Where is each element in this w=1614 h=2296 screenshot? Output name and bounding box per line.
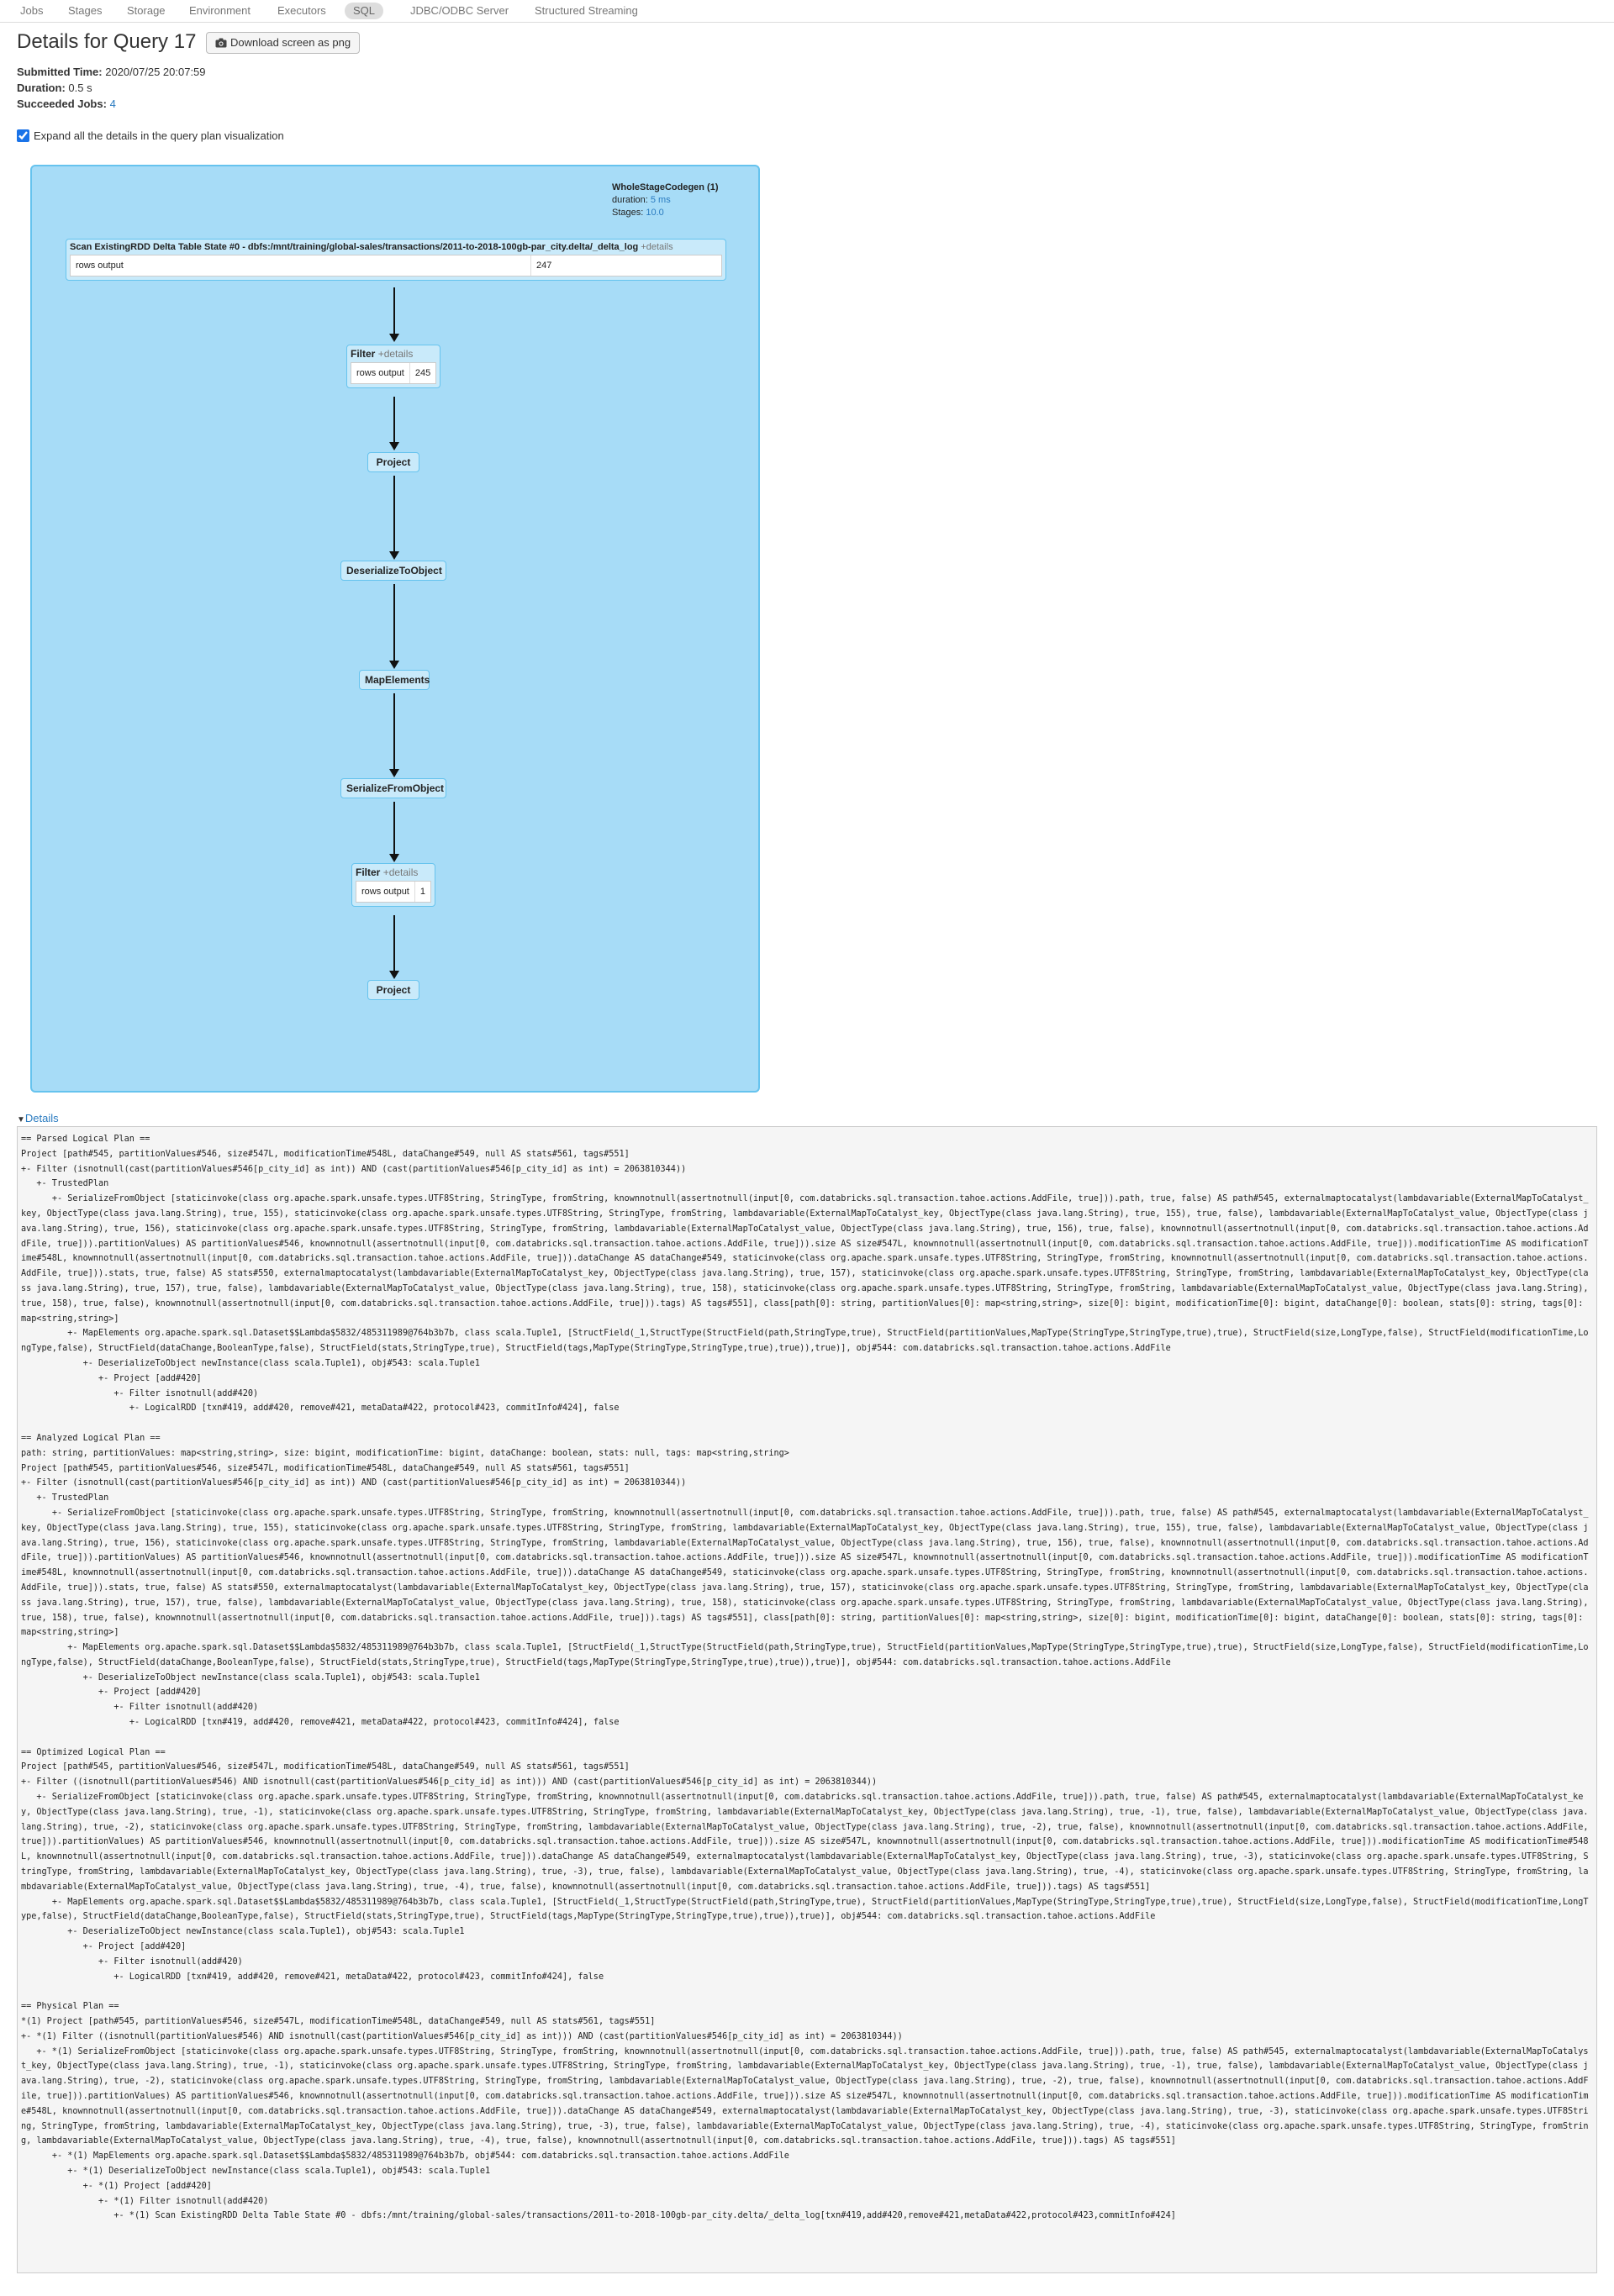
- filter-2-details-toggle[interactable]: +details: [382, 866, 419, 878]
- duration-label: Duration:: [17, 82, 66, 94]
- filter-1-metric-value: 245: [409, 363, 435, 383]
- arrow-head: [389, 971, 399, 979]
- expand-details-label: Expand all the details in the query plan visualization: [34, 129, 284, 142]
- edge-filter2-project: [393, 915, 395, 974]
- nav-executors[interactable]: Executors: [277, 4, 326, 17]
- node-filter-2[interactable]: [351, 863, 435, 907]
- wholestagecodegen-cluster[interactable]: [612, 182, 719, 219]
- arrow-head: [389, 769, 399, 777]
- expand-details-checkbox[interactable]: [17, 129, 29, 142]
- nav-sql[interactable]: SQL: [345, 3, 383, 19]
- filter-1-metrics-table: [351, 362, 436, 384]
- download-png-button[interactable]: [206, 32, 360, 54]
- query-plan-visualization: [30, 165, 760, 1093]
- top-navbar: [0, 0, 1614, 23]
- filter-2-metrics-table: [356, 881, 431, 903]
- scan-metric-value: 247: [530, 255, 721, 276]
- edge-deserialize-mapelements: [393, 584, 395, 663]
- node-map-elements[interactable]: MapElements: [359, 670, 430, 690]
- arrow-head: [389, 551, 399, 560]
- cluster-stages-link[interactable]: 10.0: [646, 208, 664, 218]
- download-png-label: Download screen as png: [230, 36, 351, 49]
- succeeded-jobs-row: [17, 97, 116, 110]
- node-serialize-from-object[interactable]: SerializeFromObject: [340, 778, 446, 798]
- submitted-time-value: 2020/07/25 20:07:59: [105, 66, 206, 78]
- query-plan-details: [17, 1126, 1597, 2273]
- node-project-1[interactable]: Project: [367, 452, 419, 472]
- node-filter-1[interactable]: [346, 345, 440, 388]
- scan-node-title: Scan ExistingRDD Delta Table State #0 - dbfs:/mnt/training/global-sales/transactions/2011-to-2018-100gb-par_city.delta/_delta_log: [70, 242, 639, 252]
- arrow-head: [389, 661, 399, 669]
- scan-metric-label: rows output: [76, 261, 124, 271]
- submitted-time-row: [17, 66, 206, 78]
- page-title: Details for Query 17: [17, 30, 197, 53]
- arrow-head: [389, 854, 399, 862]
- nav-jdbc-odbc-server[interactable]: JDBC/ODBC Server: [410, 4, 509, 17]
- node-deserialize-to-object[interactable]: DeserializeToObject: [340, 561, 446, 581]
- query-plan-text: == Parsed Logical Plan == Project [path#545, partitionValues#546, size#547L, modificationTime#548L, dataChange#549, null AS stats#561, tags#551] +- Filter (isnotnull(cast(partitionValues#546[p_city_id] as int)) AND (cast(partitionValues#546[p_city_id] as int) = 2063810344)) +- TrustedPlan +- SerializeFromObject [staticinvoke(class org.apache.spark.unsafe.types.UTF8String, StringType, fromString, knownnotnull(assertnotnull(input[0, com.databricks.sql.transaction.tahoe.actions.AddFile, true])).path, true, false) AS path#545, externalmaptocatalyst(lambdavariable(ExternalMapToCatalyst_key, ObjectType(class java.lang.String), true, 155), staticinvoke(class org.apache.spark.unsafe.types.UTF8String, StringType, fromString, lambdavariable(ExternalMapToCatalyst_key, ObjectType(class java.lang.String), true, 155), true, false), lambdavariable(ExternalMapToCatalyst_value, ObjectType(class java.lang.String), true, 156), staticinvoke(class org.apache.spark.unsafe.types.UTF8String, StringType, fromString, lambdavariable(ExternalMapToCatalyst_value, ObjectType(class java.lang.String), true, 156), true, false), knownnotnull(assertnotnull(input[0, com.databricks.sql.transaction.tahoe.actions.AddFile, true])).partitionValues) AS partitionValues#546, knownnotnull(assertnotnull(input[0, com.databricks.sql.transaction.tahoe.actions.AddFile, true])).size AS size#547L, knownnotnull(assertnotnull(input[0, com.databricks.sql.transaction.tahoe.actions.AddFile, true])).modificationTime AS modificationTime#548L, knownnotnull(assertnotnull(input[0, com.databricks.sql.transaction.tahoe.actions.AddFile, true])).dataChange AS dataChange#549, staticinvoke(class org.apache.spark.unsafe.types.UTF8String, StringType, fromString, knownnotnull(assertnotnull(input[0, com.databricks.sql.transaction.tahoe.actions.AddFile, true])).stats, true, false) AS stats#550, externalmaptocatalyst(lambdavariable(ExternalMapToCatalyst_key, ObjectType(class java.lang.String), true, 157), staticinvoke(class org.apache.spark.unsafe.types.UTF8String, StringType, fromString, lambdavariable(ExternalMapToCatalyst_key, ObjectType(class java.lang.String), true, 157), true, false), lambdavariable(ExternalMapToCatalyst_value, ObjectType(class java.lang.String), true, 158), staticinvoke(class org.apache.spark.unsafe.types.UTF8String, StringType, fromString, lambdavariable(ExternalMapToCatalyst_value, ObjectType(class java.lang.String), true, 158), true, false), knownnotnull(assertnotnull(input[0, com.databricks.sql.transaction.tahoe.actions.AddFile, true])).tags) AS tags#551], class[path[0]: string, partitionValues[0]: map<string,string>, size[0]: bigint, modificationTime[0]: bigint, dataChange[0]: boolean, stats[0]: string, tags[0]: map<string,string>] +- MapElements org.apache.spark.sql.Dataset$$Lambda$5832/485311989@764b3b7b, class scala.Tuple1, [StructField(_1,StructType(StructField(path,StringType,true), StructField(partitionValues,MapType(StringType,StringType,true),true), StructField(size,LongType,false), StructField(modificationTime,LongType,false), StructField(dataChange,BooleanType,false), StructField(stats,StringType,true), StructField(tags,MapType(StringType,StringType,true),true)),true)], obj#544: com.databricks.sql.transaction.tahoe.actions.AddFile +- DeserializeToObject newInstance(class scala.Tuple1), obj#543: scala.Tuple1 +- Project [add#420] +- Filter isnotnull(add#420) +- LogicalRDD [txn#419, add#420, remove#421, metaData#422, protocol#423, commitInfo#424], false == Analyzed Logical Plan == path: string, partitionValues: map<string,string>, size: bigint, modificationTime: bigint, dataChange: boolean, stats: null, tags: map<string,string> Project [path#545, partitionValues#546, size#547L, modificationTime#548L, dataChange#549, null AS stats#561, tags#551] +- Filter (isnotnull(cast(partitionValues#546[p_city_id] as int)) AND (cast(partitionValues#546[p_city_id] as int) = 2063810344)) +- TrustedPlan +- SerializeFromObject [staticinvoke(class org.apache.spark.unsafe.types.UTF8String, StringType, fromString, knownnotnull(assertnotnull(input[0, com.databricks.sql.transaction.tahoe.actions.AddFile, true])).path, true, false) AS path#545, externalmaptocatalyst(lambdavariable(ExternalMapToCatalyst_key, ObjectType(class java.lang.String), true, 155), staticinvoke(class org.apache.spark.unsafe.types.UTF8String, StringType, fromString, lambdavariable(ExternalMapToCatalyst_key, ObjectType(class java.lang.String), true, 155), true, false), lambdavariable(ExternalMapToCatalyst_value, ObjectType(class java.lang.String), true, 156), staticinvoke(class org.apache.spark.unsafe.types.UTF8String, StringType, fromString, lambdavariable(ExternalMapToCatalyst_value, ObjectType(class java.lang.String), true, 156), true, false), knownnotnull(assertnotnull(input[0, com.databricks.sql.transaction.tahoe.actions.AddFile, true])).partitionValues) AS partitionValues#546, knownnotnull(assertnotnull(input[0, com.databricks.sql.transaction.tahoe.actions.AddFile, true])).size AS size#547L, knownnotnull(assertnotnull(input[0, com.databricks.sql.transaction.tahoe.actions.AddFile, true])).modificationTime AS modificationTime#548L, knownnotnull(assertnotnull(input[0, com.databricks.sql.transaction.tahoe.actions.AddFile, true])).dataChange AS dataChange#549, staticinvoke(class org.apache.spark.unsafe.types.UTF8String, StringType, fromString, knownnotnull(assertnotnull(input[0, com.databricks.sql.transaction.tahoe.actions.AddFile, true])).stats, true, false) AS stats#550, externalmaptocatalyst(lambdavariable(ExternalMapToCatalyst_key, ObjectType(class java.lang.String), true, 157), staticinvoke(class org.apache.spark.unsafe.types.UTF8String, StringType, fromString, lambdavariable(ExternalMapToCatalyst_key, ObjectType(class java.lang.String), true, 157), true, false), lambdavariable(ExternalMapToCatalyst_value, ObjectType(class java.lang.String), true, 158), staticinvoke(class org.apache.spark.unsafe.types.UTF8String, StringType, fromString, lambdavariable(ExternalMapToCatalyst_value, ObjectType(class java.lang.String), true, 158), true, false), knownnotnull(assertnotnull(input[0, com.databricks.sql.transaction.tahoe.actions.AddFile, true])).tags) AS tags#551], class[path[0]: string, partitionValues[0]: map<string,string>, size[0]: bigint, modificationTime[0]: bigint, dataChange[0]: boolean, stats[0]: string, tags[0]: map<string,string>] +- MapElements org.apache.spark.sql.Dataset$$Lambda$5832/485311989@764b3b7b, class scala.Tuple1, [StructField(_1,StructType(StructField(path,StringType,true), StructField(partitionValues,MapType(StringType,StringType,true),true), StructField(size,LongType,false), StructField(modificationTime,LongType,false), StructField(dataChange,BooleanType,false), StructField(stats,StringType,true), StructField(tags,MapType(StringType,StringType,true),true)),true)], obj#544: com.databricks.sql.transaction.tahoe.actions.AddFile +- DeserializeToObject newInstance(class scala.Tuple1), obj#543: scala.Tuple1 +- Project [add#420] +- Filter isnotnull(add#420) +- LogicalRDD [txn#419, add#420, remove#421, metaData#422, protocol#423, commitInfo#424], false == Optimized Logical Plan == Project [path#545, partitionValues#546, size#547L, modificationTime#548L, dataChange#549, null AS stats#561, tags#551] +- Filter ((isnotnull(partitionValues#546) AND isnotnull(cast(partitionValues#546[p_city_id] as int))) AND (cast(partitionValues#546[p_city_id] as int) = 2063810344)) +- SerializeFromObject [staticinvoke(class org.apache.spark.unsafe.types.UTF8String, StringType, fromString, knownnotnull(assertnotnull(input[0, com.databricks.sql.transaction.tahoe.actions.AddFile, true])).path, true, false) AS path#545, externalmaptocatalyst(lambdavariable(ExternalMapToCatalyst_key, ObjectType(class java.lang.String), true, -1), staticinvoke(class org.apache.spark.unsafe.types.UTF8String, StringType, fromString, lambdavariable(ExternalMapToCatalyst_key, ObjectType(class java.lang.String), true, -1), true, false), lambdavariable(ExternalMapToCatalyst_value, ObjectType(class java.lang.String), true, -2), staticinvoke(class org.apache.spark.unsafe.types.UTF8String, StringType, fromString, lambdavariable(ExternalMapToCatalyst_value, ObjectType(class java.lang.String), true, -2), true, false), knownnotnull(assertnotnull(input[0, com.databricks.sql.transaction.tahoe.actions.AddFile, true])).partitionValues) AS partitionValues#546, knownnotnull(assertnotnull(input[0, com.databricks.sql.transaction.tahoe.actions.AddFile, true])).size AS size#547L, knownnotnull(assertnotnull(input[0, com.databricks.sql.transaction.tahoe.actions.AddFile, true])).modificationTime AS modificationTime#548L, knownnotnull(assertnotnull(input[0, com.databricks.sql.transaction.tahoe.actions.AddFile, true])).dataChange AS dataChange#549, externalmaptocatalyst(lambdavariable(ExternalMapToCatalyst_key, ObjectType(class java.lang.String), true, -3), staticinvoke(class org.apache.spark.unsafe.types.UTF8String, StringType, fromString, lambdavariable(ExternalMapToCatalyst_key, ObjectType(class java.lang.String), true, -3), true, false), lambdavariable(ExternalMapToCatalyst_value, ObjectType(class java.lang.String), true, -4), staticinvoke(class org.apache.spark.unsafe.types.UTF8String, StringType, fromString, lambdavariable(ExternalMapToCatalyst_value, ObjectType(class java.lang.String), true, -4), true, false), knownnotnull(assertnotnull(input[0, com.databricks.sql.transaction.tahoe.actions.AddFile, true])).tags) AS tags#551] +- MapElements org.apache.spark.sql.Dataset$$Lambda$5832/485311989@764b3b7b, class scala.Tuple1, [StructField(_1,StructType(StructField(path,StringType,true), StructField(partitionValues,MapType(StringType,StringType,true),true), StructField(size,LongType,false), StructField(modificationTime,LongType,false), StructField(dataChange,BooleanType,false), StructField(stats,StringType,true), StructField(tags,MapType(StringType,StringType,true),true)),true)], obj#544: com.databricks.sql.transaction.tahoe.actions.AddFile +- DeserializeToObject newInstance(class scala.Tuple1), obj#543: scala.Tuple1 +- Project [add#420] +- Filter isnotnull(add#420) +- LogicalRDD [txn#419, add#420, remove#421, metaData#422, protocol#423, commitInfo#424], false == Physical Plan == *(1) Project [path#545, partitionValues#546, size#547L, modificationTime#548L, dataChange#549, null AS stats#561, tags#551] +- *(1) Filter ((isnotnull(partitionValues#546) AND isnotnull(cast(partitionValues#546[p_city_id] as int))) AND (cast(partitionValues#546[p_city_id] as int) = 2063810344)) +- *(1) SerializeFromObject [staticinvoke(class org.apache.spark.unsafe.types.UTF8String, StringType, fromString, knownnotnull(assertnotnull(input[0, com.databricks.sql.transaction.tahoe.actions.AddFile, true])).path, true, false) AS path#545, externalmaptocatalyst(lambdavariable(ExternalMapToCatalyst_key, ObjectType(class java.lang.String), true, -1), staticinvoke(class org.apache.spark.unsafe.types.UTF8String, StringType, fromString, lambdavariable(ExternalMapToCatalyst_key, ObjectType(class java.lang.String), true, -1), true, false), lambdavariable(ExternalMapToCatalyst_value, ObjectType(class java.lang.String), true, -2), staticinvoke(class org.apache.spark.unsafe.types.UTF8String, StringType, fromString, lambdavariable(ExternalMapToCatalyst_value, ObjectType(class java.lang.String), true, -2), true, false), knownnotnull(assertnotnull(input[0, com.databricks.sql.transaction.tahoe.actions.AddFile, true])).partitionValues) AS partitionValues#546, knownnotnull(assertnotnull(input[0, com.databricks.sql.transaction.tahoe.actions.AddFile, true])).size AS size#547L, knownnotnull(assertnotnull(input[0, com.databricks.sql.transaction.tahoe.actions.AddFile, true])).modificationTime AS modificationTime#548L, knownnotnull(assertnotnull(input[0, com.databricks.sql.transaction.tahoe.actions.AddFile, true])).dataChange AS dataChange#549, externalmaptocatalyst(lambdavariable(ExternalMapToCatalyst_key, ObjectType(class java.lang.String), true, -3), staticinvoke(class org.apache.spark.unsafe.types.UTF8String, StringType, fromString, lambdavariable(ExternalMapToCatalyst_key, ObjectType(class java.lang.String), true, -3), true, false), lambdavariable(ExternalMapToCatalyst_value, ObjectType(class java.lang.String), true, -4), staticinvoke(class org.apache.spark.unsafe.types.UTF8String, StringType, fromString, lambdavariable(ExternalMapToCatalyst_value, ObjectType(class java.lang.String), true, -4), true, false), knownnotnull(assertnotnull(input[0, com.databricks.sql.transaction.tahoe.actions.AddFile, true])).tags) AS tags#551] +- *(1) MapElements org.apache.spark.sql.Dataset$$Lambda$5832/485311989@764b3b7b, obj#544: com.databricks.sql.transaction.tahoe.actions.AddFile +- *(1) DeserializeToObject newInstance(class scala.Tuple1), obj#543: scala.Tuple1 +- *(1) Project [add#420] +- *(1) Filter isnotnull(add#420) +- *(1) Scan ExistingRDD Delta Table State #0 - dbfs:/mnt/training/global-sales/transactions/2011-to-2018-100gb-par_city.delta/_delta_log[txn#419,add#420,remove#421,metaData#422,protocol#423,commitInfo#424]: [21, 1135, 1589, 2221]
- nav-storage[interactable]: Storage: [127, 4, 166, 17]
- node-scan-existingrdd[interactable]: [66, 239, 726, 281]
- cluster-duration: duration: 5 ms: [612, 195, 671, 205]
- node-project-2[interactable]: Project: [367, 980, 419, 1000]
- filter-2-title: Filter: [356, 866, 381, 878]
- filter-1-metric-label: rows output: [356, 368, 404, 378]
- details-toggle-label: Details: [24, 1112, 59, 1124]
- nav-jobs[interactable]: Jobs: [20, 4, 44, 17]
- expand-details-option[interactable]: [17, 129, 284, 142]
- arrow-head: [389, 334, 399, 342]
- edge-serialize-filter: [393, 802, 395, 857]
- filter-1-title: Filter: [351, 348, 376, 360]
- duration-value: 0.5 s: [68, 82, 92, 94]
- succeeded-jobs-link[interactable]: 4: [109, 97, 116, 110]
- details-toggle[interactable]: [17, 1112, 59, 1124]
- camera-icon: [215, 34, 227, 55]
- scan-details-toggle[interactable]: +details: [641, 242, 673, 252]
- nav-environment[interactable]: Environment: [189, 4, 251, 17]
- submitted-time-label: Submitted Time:: [17, 66, 103, 78]
- filter-1-details-toggle[interactable]: +details: [377, 348, 414, 360]
- cluster-stages: Stages: 10.0: [612, 208, 664, 218]
- edge-filter1-project: [393, 397, 395, 445]
- nav-stages[interactable]: Stages: [68, 4, 103, 17]
- arrow-head: [389, 442, 399, 450]
- edge-project-deserialize: [393, 476, 395, 555]
- duration-row: [17, 82, 92, 94]
- edge-mapelements-serialize: [393, 693, 395, 772]
- caret-down-icon: ▼: [17, 1115, 25, 1124]
- filter-2-metric-label: rows output: [361, 887, 409, 897]
- nav-structured-streaming[interactable]: Structured Streaming: [535, 4, 638, 17]
- edge-scan-filter: [393, 287, 395, 336]
- filter-2-metric-value: 1: [414, 882, 430, 902]
- cluster-name: WholeStageCodegen (1): [612, 182, 719, 192]
- scan-metrics-table: [70, 255, 722, 276]
- succeeded-jobs-label: Succeeded Jobs:: [17, 97, 107, 110]
